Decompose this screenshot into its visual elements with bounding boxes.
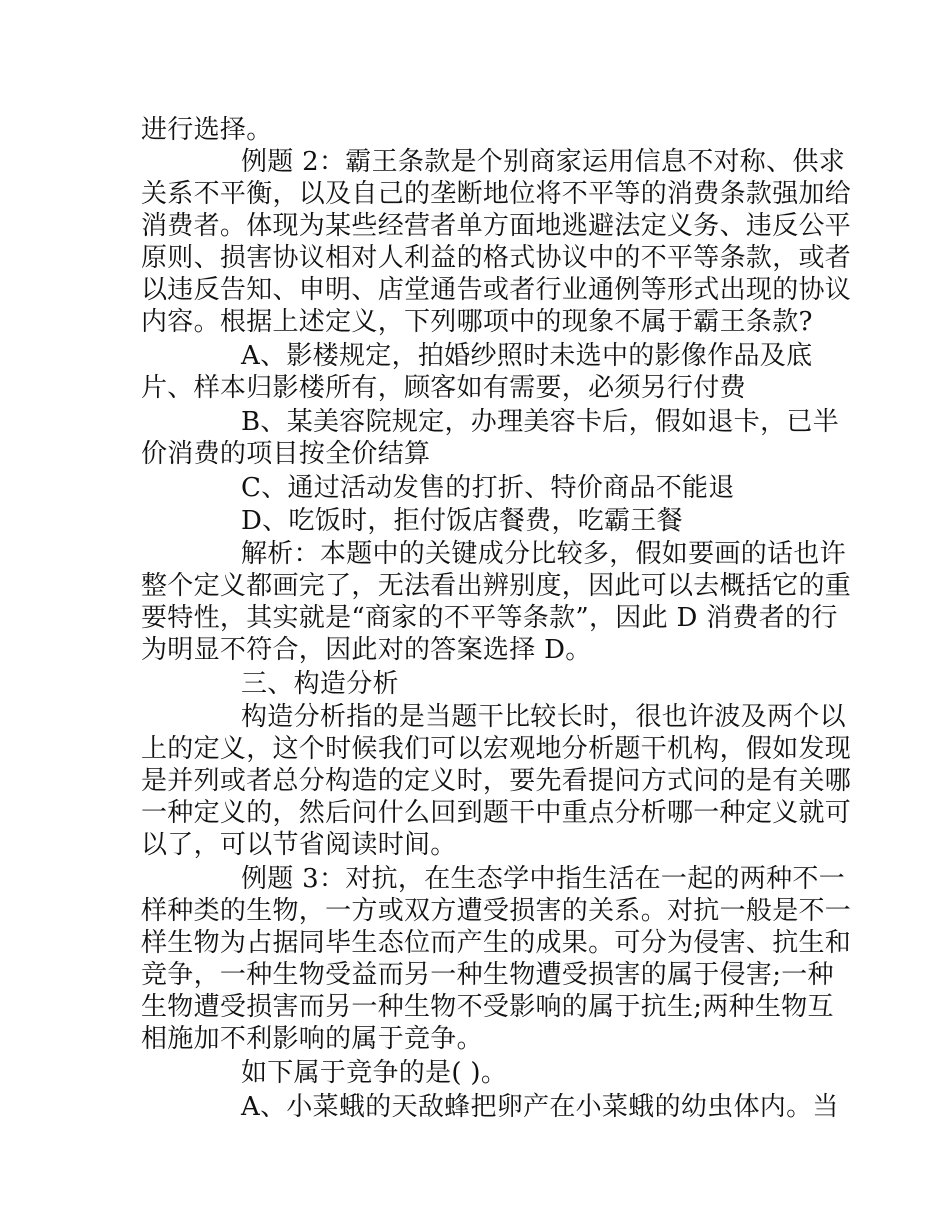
text-line: 例题 2：霸王条款是个别商家运用信息不对称、供求: [241, 147, 846, 177]
text-line: 以违反告知、申明、店堂通告或者行业通例等形式出现的协议: [141, 275, 852, 305]
text-line: 片、样本归影楼所有，顾客如有需要，必须另行付费: [141, 373, 746, 403]
text-line: 进行选择。: [141, 115, 273, 145]
text-line: D、吃饭时，拒付饭店餐费，吃霸王餐: [241, 506, 683, 536]
text-line: 要特性，其实就是“商家的不平等条款”，因此 D 消费者的行: [141, 603, 838, 633]
text-line: 价消费的项目按全价结算: [141, 439, 431, 469]
text-line: 为明显不符合，因此对的答案选择 D。: [141, 635, 592, 665]
text-line: 以了，可以节省阅读时间。: [141, 830, 457, 860]
text-line: 一种定义的，然后问什么回到题干中重点分析哪一种定义就可: [141, 798, 852, 828]
text-line: B、某美容院规定，办理美容卡后，假如退卡，已半: [241, 407, 840, 437]
text-line: C、通过活动发售的打折、特价商品不能退: [241, 473, 735, 503]
section-heading: 三、构造分析: [241, 669, 399, 699]
text-line: A、小菜蛾的天敌蜂把卵产在小菜蛾的幼虫体内。当: [241, 1092, 839, 1122]
text-line: 原则、损害协议相对人利益的格式协议中的不平等条款，或者: [141, 243, 852, 273]
text-line: 解析：本题中的关键成分比较多，假如要画的话也许: [241, 539, 846, 569]
text-line: 是并列或者总分构造的定义时，要先看提问方式问的是有关哪: [141, 766, 852, 796]
text-line: 如下属于竞争的是( )。: [241, 1058, 508, 1088]
text-line: 生物遭受损害而另一种生物不受影响的属于抗生;两种生物互: [141, 992, 834, 1022]
text-line: 关系不平衡，以及自己的垄断地位将不平等的消费条款强加给: [141, 179, 852, 209]
text-line: 样生物为占据同毕生态位而产生的成果。可分为侵害、抗生和: [141, 928, 852, 958]
text-line: 竞争，一种生物受益而另一种生物遭受损害的属于侵害;一种: [141, 960, 834, 990]
text-line: 整个定义都画完了，无法看出辨别度，因此可以去概括它的重: [141, 571, 852, 601]
text-line: A、影楼规定，拍婚纱照时未选中的影像作品及底: [241, 341, 813, 371]
text-line: 例题 3：对抗，在生态学中指生活在一起的两种不一: [241, 864, 846, 894]
text-line: 消费者。体现为某些经营者单方面地逃避法定义务、违反公平: [141, 211, 852, 241]
text-line: 内容。根据上述定义，下列哪项中的现象不属于霸王条款?: [141, 307, 813, 337]
text-line: 样种类的生物，一方或双方遭受损害的关系。对抗一般是不一: [141, 896, 852, 926]
text-line: 上的定义，这个时候我们可以宏观地分析题干机构，假如发现: [141, 734, 852, 764]
text-line: 相施加不利影响的属于竞争。: [141, 1024, 483, 1054]
text-line: 构造分析指的是当题干比较长时，很也许波及两个以: [241, 702, 846, 732]
